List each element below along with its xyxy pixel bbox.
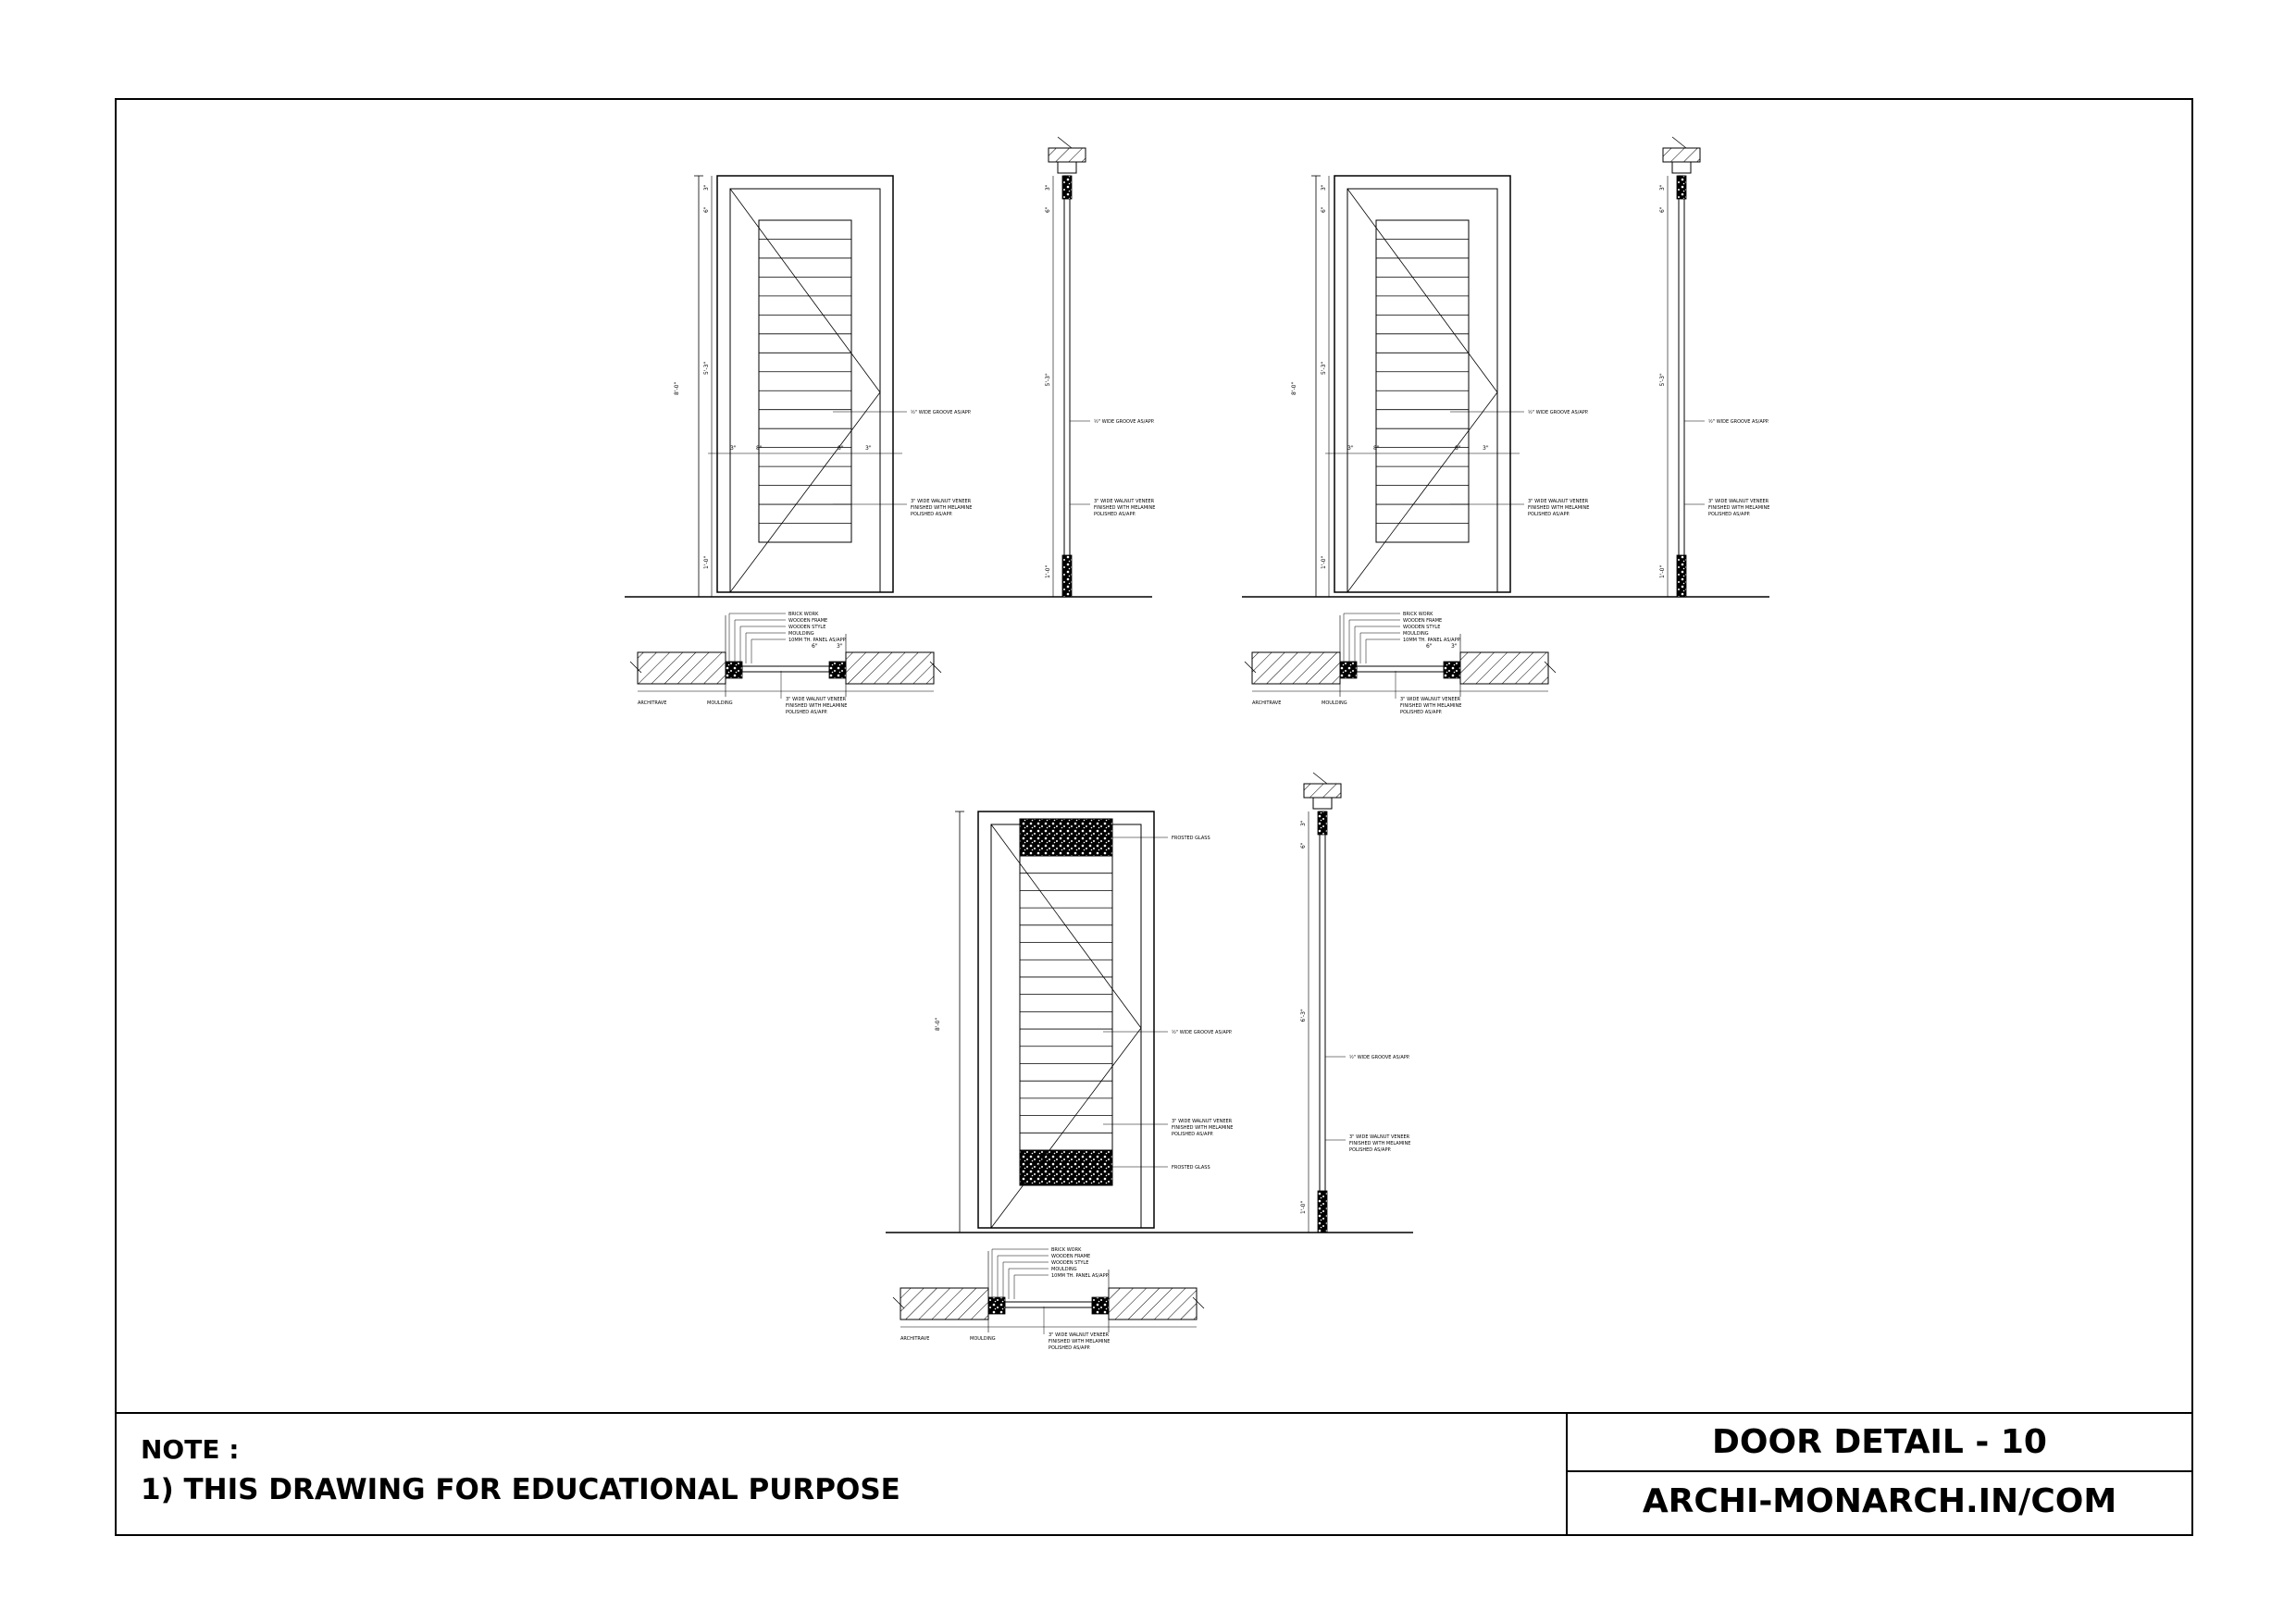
note-groove: ½" WIDE GROOVE AS/APP. [911,410,972,415]
section-note-veneer-2: FINISHED WITH MELAMINE [1349,1141,1411,1146]
drawing-title: DOOR DETAIL - 10 [1712,1423,2047,1461]
note-veneer-2: FINISHED WITH MELAMINE [1528,505,1590,511]
width-dim-text: 3" [1483,445,1489,452]
dim-top-b: 6" [703,206,710,213]
door-section-2 [1659,137,1769,597]
plan-note-veneer-2: FINISHED WITH MELAMINE [786,703,848,709]
top-rail [1677,176,1686,199]
dim-mid: 5'-3" [703,361,710,375]
swing-line-lower [730,392,880,592]
plan-note-moulding: MOULDING [970,1336,996,1342]
note-veneer-2: FINISHED WITH MELAMINE [911,505,973,511]
note-veneer-3: POLISHED AS/APP. [911,512,953,517]
break-line [1313,773,1327,784]
door-plan-2 [1245,612,1556,715]
section-dim-top-a: 3" [1659,184,1666,191]
shutter-plan [1005,1302,1092,1307]
plan-note: 10MM TH. PANEL AS/APP. [1403,638,1461,643]
note-veneer: 3" WIDE WALNUT VENEER [1528,499,1589,504]
plan-note-architrave: ARCHITRAVE [900,1336,930,1342]
section-dim-top-a: 3" [1300,820,1307,826]
wall-right [846,652,934,684]
plan-note: WOODEN STYLE [788,625,826,630]
plan-note-veneer: 3" WIDE WALNUT VENEER [1400,697,1461,702]
lintel [1049,148,1086,162]
dim-total: 8'-0" [1291,381,1297,395]
website-label: ARCHI-MONARCH.IN/COM [1642,1482,2117,1520]
plan-dim-a: 6" [812,643,818,650]
section-note-groove: ½" WIDE GROOVE AS/APP. [1094,419,1155,425]
dim-bottom: 1'-0" [703,555,710,569]
frosted-glass-bottom [1020,1150,1112,1185]
width-dim-text: 8" [1373,445,1380,452]
bottom-rail [1062,555,1072,597]
width-dim-text: 8" [1455,445,1461,452]
dim-total: 8'-0" [674,381,680,395]
shutter-plan [742,666,829,672]
note-groove: ½" WIDE GROOVE AS/APP. [1172,1030,1233,1035]
wall-left [900,1288,988,1319]
width-dim-text: 3" [1347,445,1354,452]
plan-note: WOODEN FRAME [1051,1254,1091,1259]
plan-note-moulding: MOULDING [707,700,733,706]
plan-note: WOODEN FRAME [788,618,828,624]
panel-outline [1020,856,1112,1150]
dim-top-a: 3" [1321,184,1327,191]
plan-note-architrave: ARCHITRAVE [638,700,667,706]
lintel [1663,148,1700,162]
note-heading: NOTE : [141,1434,240,1465]
dim-top-b: 6" [1321,206,1327,213]
plan-note: WOODEN STYLE [1403,625,1441,630]
frame-right [829,662,846,678]
door-plan-3 [893,1247,1204,1351]
plan-note-veneer-3: POLISHED AS/APP. [1049,1345,1091,1351]
note-veneer: 3" WIDE WALNUT VENEER [911,499,972,504]
section-note-veneer-2: FINISHED WITH MELAMINE [1708,505,1770,511]
width-dim-text: 3" [865,445,872,452]
plan-note-moulding: MOULDING [1322,700,1347,706]
section-note-veneer: 3" WIDE WALNUT VENEER [1708,499,1769,504]
section-note-veneer-3: POLISHED AS/APP. [1349,1147,1392,1153]
section-dim-mid: 6'-3" [1300,1009,1307,1022]
section-note-veneer-3: POLISHED AS/APP. [1708,512,1751,517]
head-frame [1672,162,1691,173]
width-dim-text: 8" [838,445,844,452]
top-rail [1318,812,1327,835]
plan-note-veneer-3: POLISHED AS/APP. [1400,710,1443,715]
section-dim-top-b: 6" [1300,842,1307,849]
plan-note: WOODEN FRAME [1403,618,1443,624]
section-dim-mid: 5'-3" [1659,373,1666,387]
panel-outline [759,220,851,542]
break-line [1672,137,1686,148]
note-veneer-3: POLISHED AS/APP. [1528,512,1570,517]
plan-dim-b: 3" [1451,643,1458,650]
swing-line-lower [1347,392,1497,592]
section-dim-top-a: 3" [1045,184,1051,191]
shutter-section [1679,176,1684,597]
plan-note-veneer: 3" WIDE WALNUT VENEER [1049,1332,1110,1338]
bottom-rail [1318,1191,1327,1233]
plan-dim-a: 6" [1426,643,1433,650]
swing-line-upper [730,189,880,392]
wall-right [1109,1288,1197,1319]
wall-left [1252,652,1340,684]
plan-note-veneer-3: POLISHED AS/APP. [786,710,828,715]
plan-note: MOULDING [1051,1267,1077,1272]
plan-note: MOULDING [1403,631,1429,637]
wall-right [1460,652,1548,684]
wall-left [638,652,726,684]
section-note-veneer-3: POLISHED AS/APP. [1094,512,1136,517]
section-dim-bottom: 1'-0" [1045,564,1051,578]
note-veneer-3: POLISHED AS/APP. [1172,1132,1214,1137]
section-dim-mid: 5'-3" [1045,373,1051,387]
plan-note-architrave: ARCHITRAVE [1252,700,1282,706]
door-elevation-2 [1242,176,1769,597]
plan-note-veneer-2: FINISHED WITH MELAMINE [1400,703,1462,709]
door-section-1 [1045,137,1155,597]
frame-left [726,662,742,678]
frame-left [988,1297,1005,1314]
door-plan-1 [630,612,941,715]
frame-right [1092,1297,1109,1314]
plan-note: MOULDING [788,631,814,637]
swing-line-lower [991,1028,1141,1228]
plan-note: BRICK WORK [1403,612,1433,617]
door-details [625,137,1769,1351]
head-frame [1058,162,1076,173]
dim-bottom: 1'-0" [1321,555,1327,569]
head-frame [1313,798,1332,809]
door-elevation-3 [886,812,1413,1233]
section-note-groove: ½" WIDE GROOVE AS/APP. [1708,419,1769,425]
shutter-section [1064,176,1070,597]
plan-note-veneer-2: FINISHED WITH MELAMINE [1049,1339,1111,1344]
section-dim-top-b: 6" [1659,206,1666,213]
break-line [1058,137,1072,148]
top-rail [1062,176,1072,199]
plan-note: WOODEN STYLE [1051,1260,1089,1266]
shutter-section [1320,812,1325,1233]
plan-note: 10MM TH. PANEL AS/APP. [788,638,847,643]
frame-right [1444,662,1460,678]
bottom-rail [1677,555,1686,597]
width-dim-text: 3" [730,445,737,452]
door-section-3 [1300,773,1410,1233]
note-groove: ½" WIDE GROOVE AS/APP. [1528,410,1589,415]
section-note-veneer-2: FINISHED WITH MELAMINE [1094,505,1156,511]
plan-note-veneer: 3" WIDE WALNUT VENEER [786,697,847,702]
plan-dim-b: 3" [837,643,843,650]
swing-line-upper [1347,189,1497,392]
plan-note: BRICK WORK [1051,1247,1082,1253]
note-frosted-glass-top: FROSTED GLASS [1172,836,1210,841]
shutter-plan [1357,666,1444,672]
section-dim-bottom: 1'-0" [1659,564,1666,578]
dim-top-a: 3" [703,184,710,191]
panel-outline [1376,220,1469,542]
door-elevation-1 [625,176,1152,597]
plan-note: BRICK WORK [788,612,819,617]
section-dim-top-b: 6" [1045,206,1051,213]
note-frosted-glass-bottom: FROSTED GLASS [1172,1165,1210,1171]
dim-total: 8'-0" [935,1017,941,1031]
frame-left [1340,662,1357,678]
note-line: 1) THIS DRAWING FOR EDUCATIONAL PURPOSE [141,1473,900,1506]
dim-mid: 5'-3" [1321,361,1327,375]
door-frame [717,176,893,592]
frosted-glass-top [1020,819,1112,856]
plan-note: 10MM TH. PANEL AS/APP. [1051,1273,1110,1279]
section-note-veneer: 3" WIDE WALNUT VENEER [1094,499,1155,504]
note-veneer: 3" WIDE WALNUT VENEER [1172,1119,1233,1124]
lintel [1304,784,1341,798]
section-note-groove: ½" WIDE GROOVE AS/APP. [1349,1055,1410,1060]
width-dim-text: 8" [756,445,763,452]
note-veneer-2: FINISHED WITH MELAMINE [1172,1125,1234,1131]
section-note-veneer: 3" WIDE WALNUT VENEER [1349,1134,1410,1140]
section-dim-bottom: 1'-0" [1300,1200,1307,1214]
door-frame [1334,176,1510,592]
